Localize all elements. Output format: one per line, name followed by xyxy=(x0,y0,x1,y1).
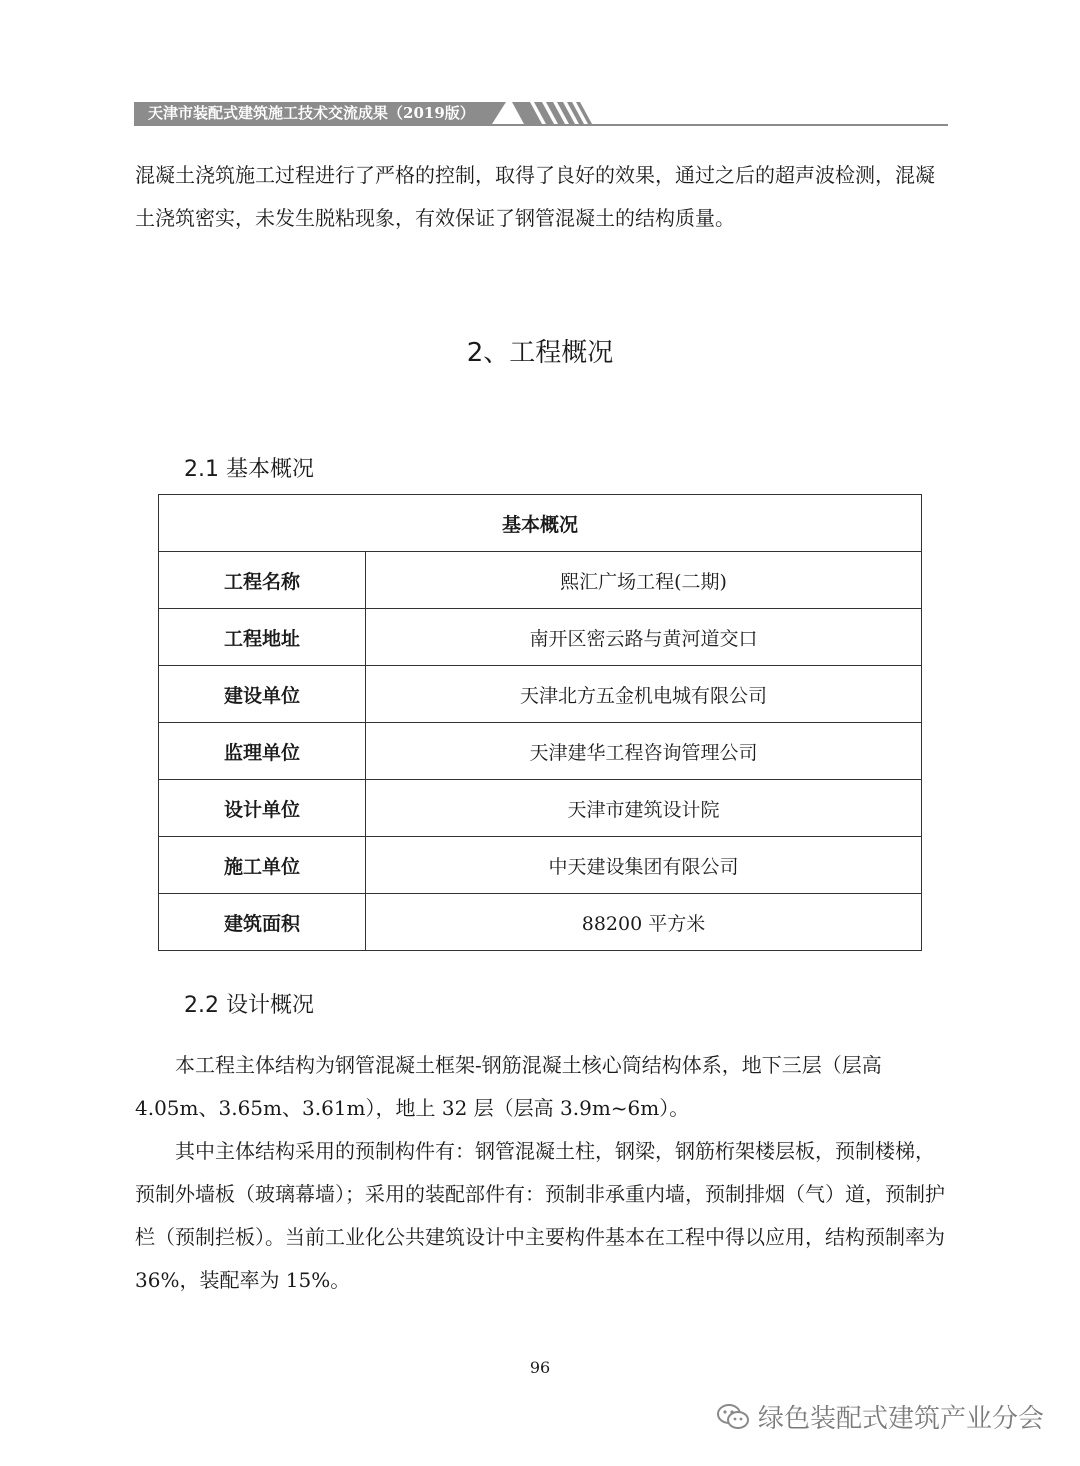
row-value: 88200 平方米 xyxy=(366,894,922,951)
running-header xyxy=(134,96,948,130)
design-body xyxy=(135,1044,945,1302)
table-row xyxy=(159,666,922,723)
table-caption-row xyxy=(159,495,922,552)
watermark-text: 绿色装配式建筑产业分会 xyxy=(757,1404,1044,1434)
section-title: 2、工程概况 xyxy=(466,338,614,368)
page-number: 96 xyxy=(529,1358,551,1377)
row-label: 工程名称 xyxy=(159,552,366,609)
table-row xyxy=(159,837,922,894)
design-paragraph: 其中主体结构采用的预制构件有：钢管混凝土柱，钢梁，钢筋桁架楼层板，预制楼梯，预制外墙板（玻璃幕墙）；采用的装配部件有：预制非承重内墙，预制排烟（气）道，预制护栏（预制拦板）。当前工业化公共建筑设计中主要构件基本在工程中得以应用，结构预制率为 36%，装配率为 15%。 xyxy=(135,1139,945,1292)
row-value: 南开区密云路与黄河道交口 xyxy=(366,609,922,666)
table-row xyxy=(159,894,922,951)
wechat-icon xyxy=(716,1402,750,1432)
table-row xyxy=(159,780,922,837)
table-row xyxy=(159,552,922,609)
table-row xyxy=(159,723,922,780)
subsection-title-design: 2.2 设计概况 xyxy=(184,993,314,1018)
row-value: 天津市建筑设计院 xyxy=(366,780,922,837)
basic-info-table xyxy=(158,494,922,951)
intro-paragraph: 混凝土浇筑施工过程进行了严格的控制，取得了良好的效果，通过之后的超声波检测，混凝土浇筑密实，未发生脱粘现象，有效保证了钢管混凝土的结构质量。 xyxy=(135,163,935,230)
row-label: 工程地址 xyxy=(159,609,366,666)
row-label: 建筑面积 xyxy=(159,894,366,951)
row-label: 施工单位 xyxy=(159,837,366,894)
row-value: 天津北方五金机电城有限公司 xyxy=(366,666,922,723)
row-label: 设计单位 xyxy=(159,780,366,837)
design-paragraph: 本工程主体结构为钢管混凝土框架-钢筋混凝土核心筒结构体系，地下三层（层高4.05m、3.65m、3.61m），地上 32 层（层高 3.9m~6m）。 xyxy=(135,1053,882,1120)
row-label: 建设单位 xyxy=(159,666,366,723)
header-stripes-icon xyxy=(512,102,602,124)
watermark xyxy=(716,1398,1044,1435)
row-label: 监理单位 xyxy=(159,723,366,780)
row-value: 中天建设集团有限公司 xyxy=(366,837,922,894)
row-value: 熙汇广场工程(二期) xyxy=(366,552,922,609)
header-title: 天津市装配式建筑施工技术交流成果（2019版） xyxy=(134,102,492,124)
row-value: 天津建华工程咨询管理公司 xyxy=(366,723,922,780)
table-caption: 基本概况 xyxy=(159,495,922,552)
table-row xyxy=(159,609,922,666)
header-rule xyxy=(134,124,948,126)
header-tab-cap xyxy=(492,102,506,124)
subsection-title-basic: 2.1 基本概况 xyxy=(184,457,314,482)
